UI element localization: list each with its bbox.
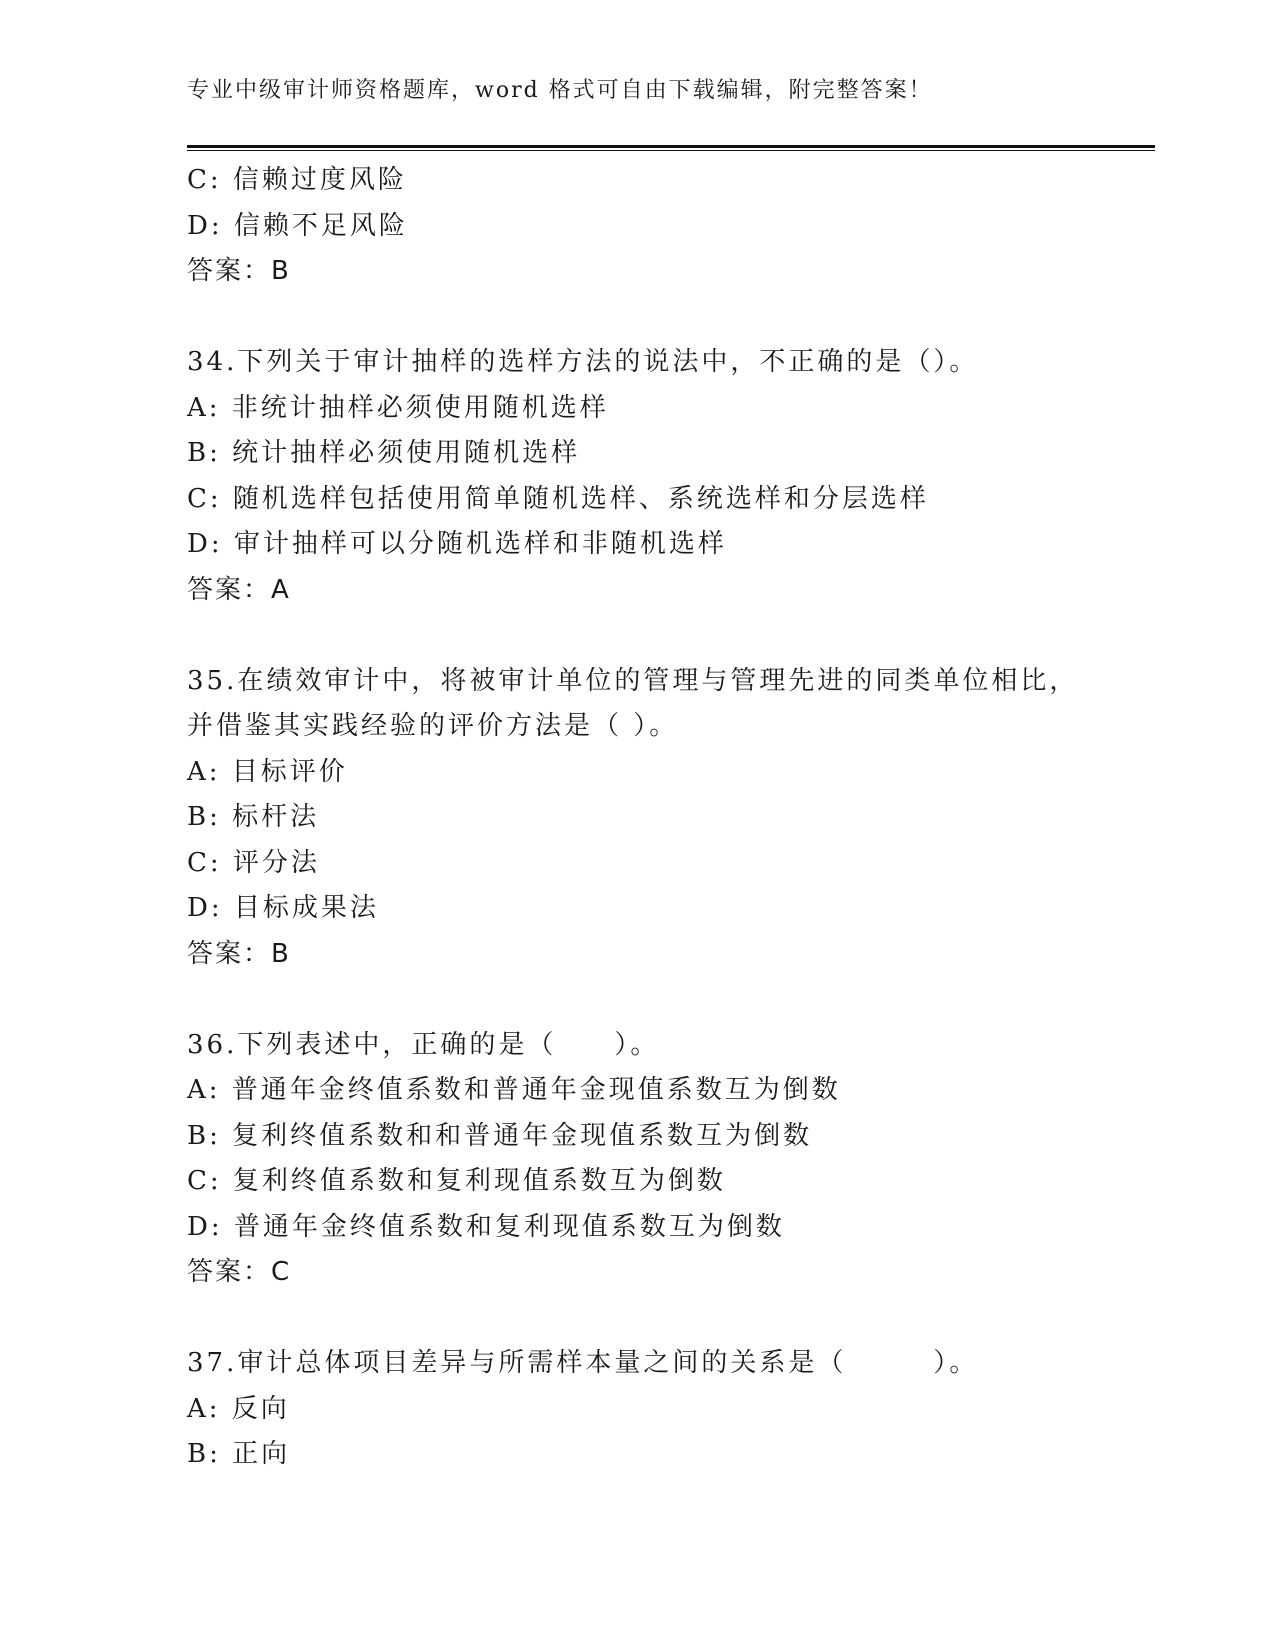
- answer-line: 答案：B: [187, 256, 291, 286]
- spacer: [187, 1296, 1155, 1342]
- question-34: [187, 340, 1155, 613]
- option-line: C: 信赖过度风险: [187, 165, 407, 195]
- spacer: [187, 977, 1155, 1023]
- option-line: A: 非统计抽样必须使用随机选样: [187, 392, 609, 423]
- answer-line: 答案：A: [187, 574, 291, 605]
- option-line: C: 随机选样包括使用简单随机选样、系统选样和分层选样: [187, 483, 929, 514]
- question-stem: 34.下列关于审计抽样的选样方法的说法中，不正确的是（）。: [187, 347, 979, 377]
- option-line: D: 目标成果法: [187, 893, 379, 923]
- option-line: D: 信赖不足风险: [187, 210, 408, 241]
- option-line: A: 普通年金终值系数和普通年金现值系数互为倒数: [187, 1075, 841, 1105]
- question-content: [187, 158, 1155, 1478]
- carryover-block: [187, 158, 1155, 295]
- question-35: [187, 659, 1155, 978]
- option-line: D: 审计抽样可以分随机选样和非随机选样: [187, 529, 727, 559]
- page-header: 专业中级审计师资格题库，word 格式可自由下载编辑，附完整答案！: [187, 78, 933, 103]
- question-stem: 35.在绩效审计中，将被审计单位的管理与管理先进的同类单位相比，: [187, 665, 1079, 696]
- option-line: C: 复利终值系数和复利现值系数互为倒数: [187, 1166, 726, 1196]
- header-rule-thick: [187, 145, 1155, 148]
- question-stem: 36.下列表述中，正确的是（ ）。: [187, 1029, 660, 1060]
- question-37: [187, 1341, 1155, 1478]
- option-line: C: 评分法: [187, 847, 320, 878]
- answer-line: 答案：C: [187, 1257, 292, 1287]
- question-stem: 37.审计总体项目差异与所需样本量之间的关系是（ ）。: [187, 1348, 979, 1378]
- question-36: [187, 1023, 1155, 1296]
- option-line: D: 普通年金终值系数和复利现值系数互为倒数: [187, 1211, 785, 1242]
- option-line: A: 目标评价: [187, 756, 348, 787]
- spacer: [187, 295, 1155, 341]
- spacer: [187, 613, 1155, 659]
- option-line: A: 反向: [187, 1393, 290, 1424]
- option-line: B: 统计抽样必须使用随机选样: [187, 438, 581, 468]
- answer-line: 答案：B: [187, 938, 291, 969]
- header-rule-thin: [187, 150, 1155, 151]
- question-stem: 并借鉴其实践经验的评价方法是（ ）。: [187, 711, 679, 741]
- option-line: B: 正向: [187, 1439, 291, 1469]
- option-line: B: 标杆法: [187, 802, 320, 832]
- option-line: B: 复利终值系数和和普通年金现值系数互为倒数: [187, 1120, 813, 1151]
